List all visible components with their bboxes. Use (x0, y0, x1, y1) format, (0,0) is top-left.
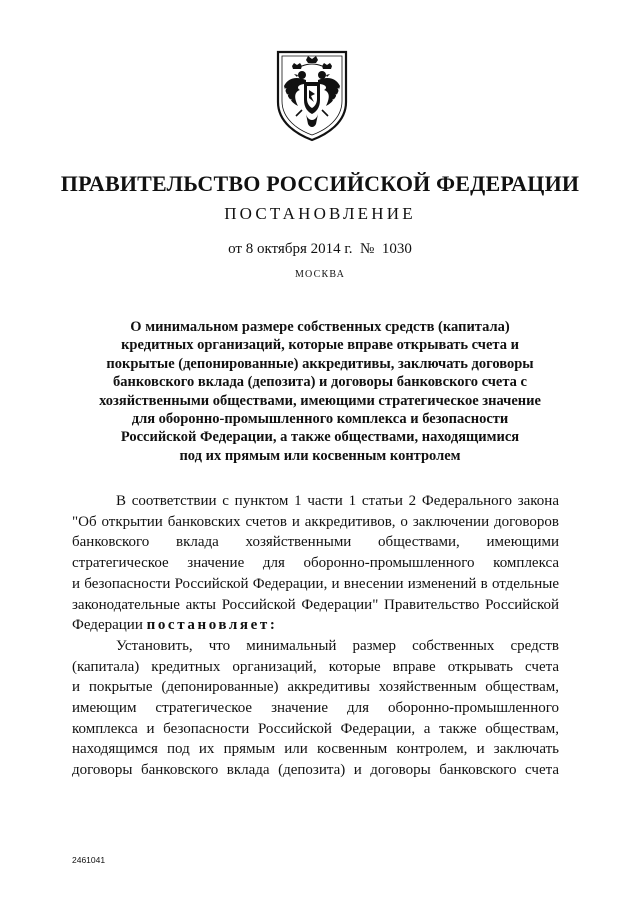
coat-of-arms-icon (272, 48, 352, 142)
title-line: покрытые (депонированные) аккредитивы, заключать договоры (106, 355, 534, 372)
body-line: находящимся под их прямым или косвенным контролем, и заключать (72, 741, 559, 758)
body-line: "Об открытии банковских счетов и аккредитивов, о заключении договоров (72, 513, 559, 530)
body-line: банковского вклада хозяйственными обществами, имеющими (72, 534, 559, 551)
body-line: и безопасности Российской Федерации, и внесении изменений в отдельные (72, 575, 559, 592)
document-type: ПОСТАНОВЛЕНИЕ (224, 204, 416, 223)
title-line: хозяйственными обществами, имеющими стратегическое значение (99, 392, 541, 409)
government-name: ПРАВИТЕЛЬСТВО РОССИЙСКОЙ ФЕДЕРАЦИИ (60, 171, 580, 196)
title-line: под их прямым или косвенным контролем (179, 447, 461, 464)
body-line: комплекса и безопасности Российской Федерации, а также обществам, (72, 720, 559, 737)
body-line-resolution (72, 615, 559, 636)
body-line: Установить, что минимальный размер собственных средств (116, 637, 559, 654)
title-line: О минимальном размере собственных средств (капитала) (130, 319, 510, 335)
body-line: стратегическое значение для оборонно-промышленного комплекса (72, 555, 559, 572)
body-line: В соответствии с пунктом 1 части 1 статьи 2 Федерального закона (116, 493, 559, 509)
document-city: МОСКВА (294, 269, 346, 280)
body-line: договоры банковского вклада (депозита) и договоры банковского счета (72, 762, 559, 779)
resolution-prefix: Федерации (72, 617, 143, 634)
document-date-number: от 8 октября 2014 г. № 1030 (228, 241, 412, 257)
document-title (90, 318, 550, 465)
body-line: и покрытые (депонированные) аккредитивы хозяйственным обществам, (72, 679, 559, 696)
body-line: законодательные акты Российской Федерации" Правительство Российской (72, 596, 559, 613)
document-body (72, 491, 559, 781)
resolution-verb: постановляет: (146, 617, 278, 634)
title-line: Российской Федерации, а также обществами, находящимися (120, 429, 520, 446)
document-code: 2461041 (72, 855, 106, 865)
body-line: (капитала) кредитных организаций, которые вправе открывать счета (72, 658, 559, 675)
title-line: кредитных организаций, которые вправе открывать счета и (121, 337, 519, 354)
title-line: банковского вклада (депозита) и договоры банковского счета с (113, 374, 527, 391)
body-line: имеющим стратегическое значение для оборонно-промышленного (72, 700, 559, 717)
title-line: для оборонно-промышленного комплекса и безопасности (131, 411, 509, 428)
